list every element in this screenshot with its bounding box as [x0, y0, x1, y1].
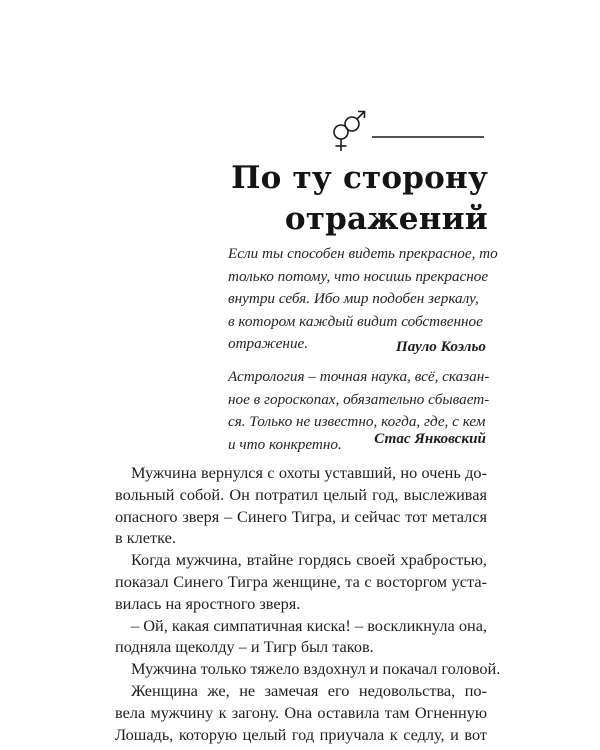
epigraph-line: в котором каждый видит собственное [228, 312, 483, 330]
text-line: Мужчина только тяжело вздохнул и покачал головой. [131, 659, 501, 679]
paragraph [115, 680, 487, 745]
text-line: Когда мужчина, втайне гордясь своей храбростью, [131, 550, 487, 570]
epigraph-line: ное в гороскопах, обязательно сбывает- [228, 390, 490, 408]
chapter-title [231, 158, 488, 240]
text-line: подняла щеколду – и Тигр был таков. [115, 637, 374, 657]
epigraph-line: ся. Только не известно, когда, где, с кем [228, 413, 486, 431]
paragraph [115, 549, 487, 614]
text-line: показал Синего Тигра женщине, та с восторгом уста- [115, 571, 487, 591]
text-line: Мужчина вернулся с охоты уставший, но очень до- [131, 463, 487, 482]
chapter-title-line-2: отражений [284, 201, 488, 237]
epigraph-line: только потому, что носишь прекрасное [228, 267, 489, 285]
male-female-symbol-icon [328, 104, 484, 160]
text-line: опасного зверя – Синего Тигра, и сейчас тот метался [115, 506, 487, 526]
epigraph-line: отражение. [228, 335, 309, 353]
epigraph-author-yankovsky: Стас Янковский [374, 430, 486, 447]
text-line: вилась на яростного зверя. [115, 593, 301, 613]
chapter-title-line-1: По ту сторону [231, 160, 488, 196]
epigraph-line: Астрология – точная наука, всё, сказан- [228, 368, 490, 385]
text-line: вольный собой. Он потратил целый год, выслеживая [115, 484, 487, 504]
body-text [115, 462, 501, 745]
paragraph [115, 462, 487, 549]
paragraph [115, 658, 501, 680]
text-line: в клетке. [115, 528, 176, 548]
epigraph-line: и что конкретно. [228, 435, 342, 453]
epigraph-line: внутри себя. Ибо мир подобен зеркалу, [228, 290, 479, 308]
epigraph-author-coelho: Пауло Коэльо [395, 338, 486, 355]
text-line: Лошадь, которую целый год приучала к седлу, и вот [115, 724, 487, 744]
text-line: вела мужчину к загону. Она оставила там Огненную [115, 702, 487, 722]
epigraph-line: Если ты способен видеть прекрасное, то [228, 245, 498, 262]
text-line: Женщина же, не замечая его недовольства, по- [131, 680, 487, 700]
chapter-ornament [328, 104, 484, 160]
text-line: – Ой, какая симпатичная киска! – воскликнула она, [131, 615, 487, 635]
paragraph [115, 615, 487, 659]
